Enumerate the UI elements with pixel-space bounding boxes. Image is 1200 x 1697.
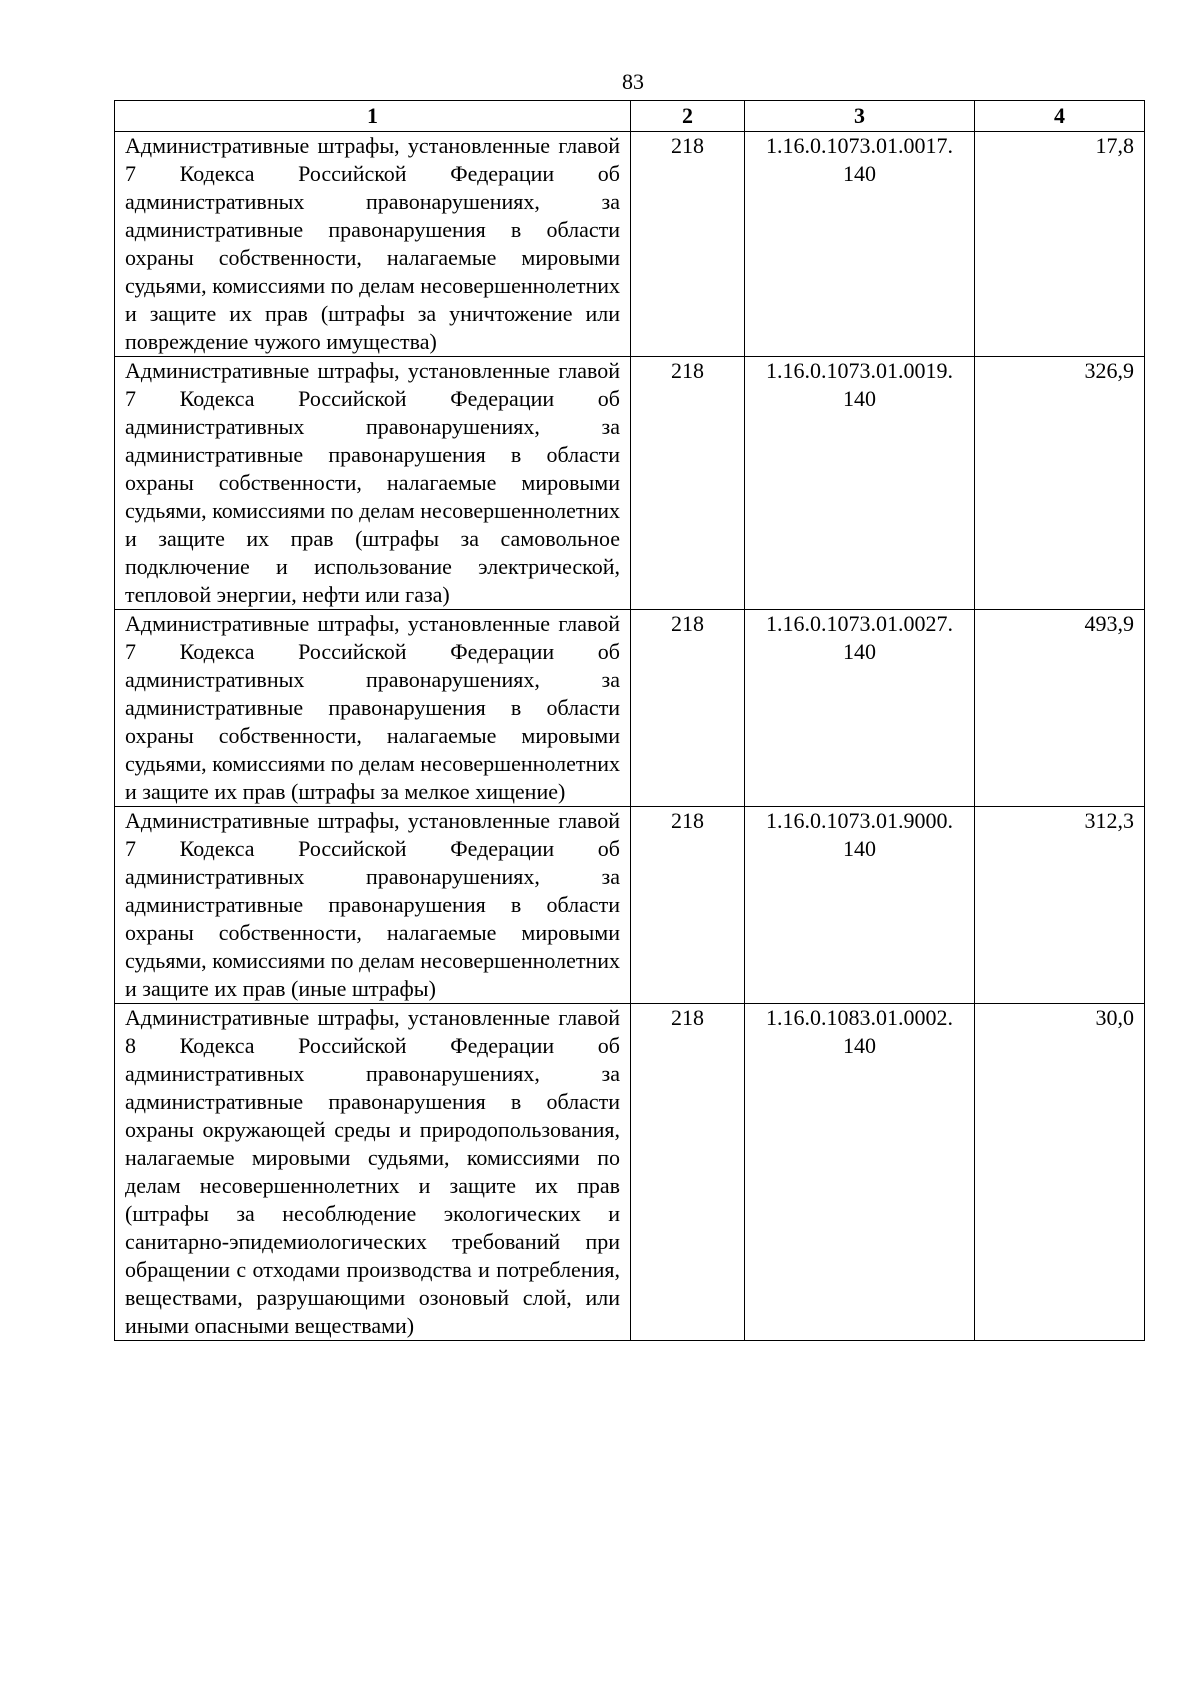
budget-code xyxy=(745,132,975,357)
admin-code: 218 xyxy=(631,132,745,357)
row-description: Административные штрафы, установленные главой 7 Кодекса Российской Федерации об административных правонарушениях, за административные правонарушения в области охраны собственности, налагаемые мировыми судьями, комиссиями по делам несовершеннолетних и защите их прав (штрафы за самовольное подключение и использование электрической, тепловой энергии, нефти или газа) xyxy=(115,357,631,610)
table-row xyxy=(115,132,1145,357)
amount: 30,0 xyxy=(975,1004,1145,1341)
budget-code-line-2: 140 xyxy=(843,386,876,411)
table-row xyxy=(115,357,1145,610)
admin-code: 218 xyxy=(631,1004,745,1341)
budget-code-line-1: 1.16.0.1073.01.0017. xyxy=(766,133,953,158)
column-header-3: 3 xyxy=(745,101,975,132)
budget-code-line-1: 1.16.0.1083.01.0002. xyxy=(766,1005,953,1030)
budget-code xyxy=(745,1004,975,1341)
table-row xyxy=(115,807,1145,1004)
admin-code: 218 xyxy=(631,357,745,610)
budget-code-line-2: 140 xyxy=(843,161,876,186)
amount: 312,3 xyxy=(975,807,1145,1004)
column-header-2: 2 xyxy=(631,101,745,132)
budget-code-line-1: 1.16.0.1073.01.0019. xyxy=(766,358,953,383)
row-description: Административные штрафы, установленные главой 7 Кодекса Российской Федерации об административных правонарушениях, за административные правонарушения в области охраны собственности, налагаемые мировыми судьями, комиссиями по делам несовершеннолетних и защите их прав (штрафы за уничтожение или повреждение чужого имущества) xyxy=(115,132,631,357)
row-description: Административные штрафы, установленные главой 7 Кодекса Российской Федерации об административных правонарушениях, за административные правонарушения в области охраны собственности, налагаемые мировыми судьями, комиссиями по делам несовершеннолетних и защите их прав (иные штрафы) xyxy=(115,807,631,1004)
admin-code: 218 xyxy=(631,610,745,807)
page-number: 83 xyxy=(622,69,644,94)
table-row xyxy=(115,610,1145,807)
budget-code xyxy=(745,357,975,610)
amount: 493,9 xyxy=(975,610,1145,807)
amount: 17,8 xyxy=(975,132,1145,357)
budget-code-line-2: 140 xyxy=(843,836,876,861)
column-header-1: 1 xyxy=(115,101,631,132)
budget-code-line-2: 140 xyxy=(843,639,876,664)
column-header-4: 4 xyxy=(975,101,1145,132)
budget-code xyxy=(745,610,975,807)
table-row xyxy=(115,1004,1145,1341)
revenue-table xyxy=(114,100,1145,1341)
budget-code xyxy=(745,807,975,1004)
budget-code-line-1: 1.16.0.1073.01.9000. xyxy=(766,808,953,833)
row-description: Административные штрафы, установленные главой 8 Кодекса Российской Федерации об административных правонарушениях, за административные правонарушения в области охраны окружающей среды и природопользования, налагаемые мировыми судьями, комиссиями по делам несовершеннолетних и защите их прав (штрафы за несоблюдение экологических и санитарно-эпидемиологических требований при обращении с отходами производства и потребления, веществами, разрушающими озоновый слой, или иными опасными веществами) xyxy=(115,1004,631,1341)
row-description: Административные штрафы, установленные главой 7 Кодекса Российской Федерации об административных правонарушениях, за административные правонарушения в области охраны собственности, налагаемые мировыми судьями, комиссиями по делам несовершеннолетних и защите их прав (штрафы за мелкое хищение) xyxy=(115,610,631,807)
table-header-row xyxy=(115,101,1145,132)
admin-code: 218 xyxy=(631,807,745,1004)
amount: 326,9 xyxy=(975,357,1145,610)
budget-code-line-2: 140 xyxy=(843,1033,876,1058)
budget-code-line-1: 1.16.0.1073.01.0027. xyxy=(766,611,953,636)
